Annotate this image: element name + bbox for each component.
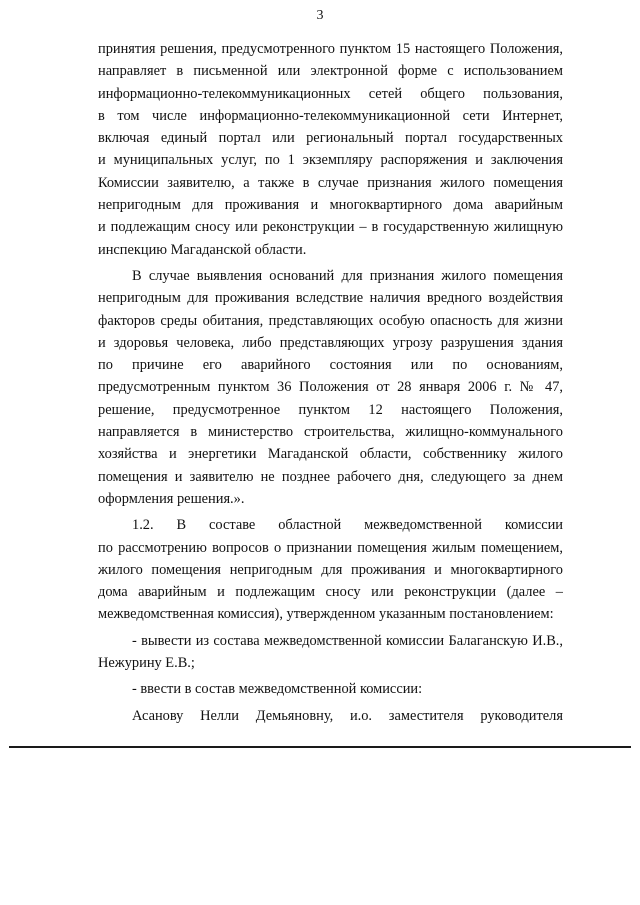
text-line: предусмотренным пунктом 36 Положения от 28 января 2006 г. № 47,	[98, 379, 563, 396]
text-line: и муниципальных услуг, по 1 экземпляру распоряжения и заключения	[98, 152, 563, 169]
text-line: дома аварийным и подлежащим сносу или реконструкции (далее –	[98, 584, 563, 601]
text-line: - ввести в состав межведомственной комиссии:	[132, 681, 423, 698]
text-line: направляет в письменной или электронной форме с использованием	[98, 63, 563, 80]
text-line: межведомственная комиссия), утвержденном указанным постановлением:	[98, 606, 554, 623]
text-line: непригодным для проживания и многоквартирного дома аварийным	[98, 197, 563, 214]
text-line: направляется в министерство строительства, жилищно-коммунального	[98, 424, 563, 441]
page-number: 3	[316, 8, 324, 23]
text-line: по причине его аварийного состояния или по основаниям,	[98, 357, 563, 374]
text-line: непригодным для проживания вследствие наличия вредного воздействия	[98, 290, 563, 307]
text-line: В случае выявления оснований для признания жилого помещения	[132, 267, 563, 284]
paragraph-remove-members	[98, 630, 563, 675]
text-line: хозяйства и энергетики Магаданской области, собственнику жилого	[98, 446, 563, 463]
paragraph-commission-composition	[98, 514, 563, 625]
page-divider	[9, 746, 631, 748]
text-line: принятия решения, предусмотренного пунктом 15 настоящего Положения,	[98, 41, 563, 57]
text-line: инспекцию Магаданской области.	[98, 241, 307, 258]
text-line: в том числе информационно-телекоммуникационной сети Интернет,	[98, 107, 563, 124]
text-line: жилого помещения непригодным для проживания и многоквартирного	[98, 561, 563, 578]
text-line: включая единый портал или региональный портал государственных	[98, 130, 563, 147]
text-line: Нежурину Е.В.;	[98, 655, 195, 672]
paragraph-hazard-case	[98, 265, 563, 510]
paragraph-decision-notification	[98, 38, 563, 261]
text-line: по рассмотрению вопросов о признании помещения жилым помещением,	[98, 539, 563, 556]
paragraph-add-members	[98, 678, 563, 700]
text-line: оформления решения.».	[98, 490, 245, 507]
text-line: Асанову Нелли Демьяновну, и.о. заместителя руководителя	[132, 707, 563, 724]
paragraph-new-member	[98, 705, 563, 727]
text-line: и здоровья человека, либо представляющих угрозу разрушения здания	[98, 334, 563, 351]
text-line: информационно-телекоммуникационных сетей общего пользования,	[98, 85, 563, 102]
text-line: Комиссии заявителю, а также в случае признания жилого помещения	[98, 174, 563, 191]
document-body	[98, 38, 563, 727]
text-line: факторов среды обитания, представляющих особую опасность для жизни	[98, 312, 563, 329]
text-line: и подлежащим сносу или реконструкции – в государственную жилищную	[98, 219, 563, 236]
text-line: 1.2. В составе областной межведомственной комиссии	[132, 517, 563, 534]
text-line: помещения и заявителю не позднее рабочего дня, следующего за днем	[98, 468, 563, 485]
text-line: - вывести из состава межведомственной комиссии Балаганскую И.В.,	[132, 632, 563, 649]
text-line: решение, предусмотренное пунктом 12 настоящего Положения,	[98, 401, 563, 418]
